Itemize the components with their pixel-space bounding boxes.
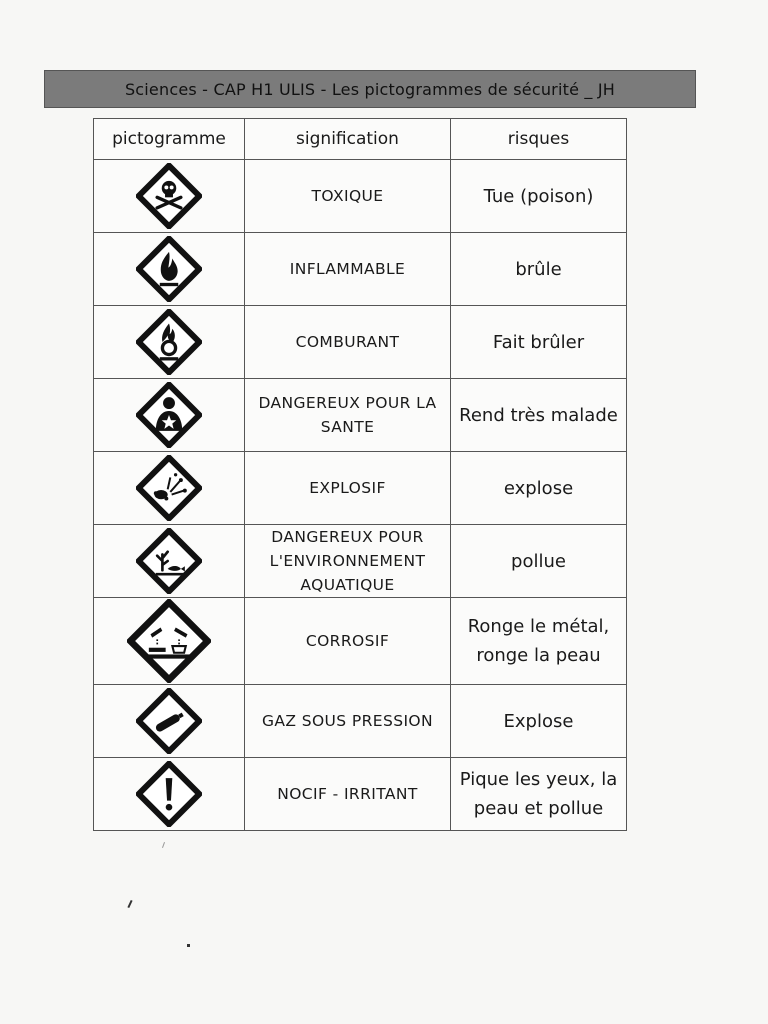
table-header-row — [94, 119, 627, 160]
table-row — [94, 758, 627, 831]
meaning-cell: EXPLOSIF — [245, 452, 451, 525]
table-row — [94, 306, 627, 379]
risk-cell: Pique les yeux, la peau et pollue — [451, 758, 627, 831]
pictogram-table — [93, 118, 627, 831]
table-row — [94, 685, 627, 758]
pictogram-cell — [94, 306, 245, 379]
scan-speck — [162, 842, 165, 848]
table-row — [94, 598, 627, 685]
meaning-cell: NOCIF - IRRITANT — [245, 758, 451, 831]
risk-cell: explose — [451, 452, 627, 525]
scan-speck — [127, 900, 132, 908]
column-header-risques: risques — [451, 119, 627, 160]
table-row — [94, 233, 627, 306]
meaning-cell: CORROSIF — [245, 598, 451, 685]
risk-cell: Tue (poison) — [451, 160, 627, 233]
exploding-bomb-icon — [136, 455, 202, 521]
exclamation-mark-icon — [136, 761, 202, 827]
meaning-cell: INFLAMMABLE — [245, 233, 451, 306]
risk-cell: Fait brûler — [451, 306, 627, 379]
risk-cell: brûle — [451, 233, 627, 306]
table-row — [94, 525, 627, 598]
pictogram-cell — [94, 379, 245, 452]
flame-over-circle-icon — [136, 309, 202, 375]
table-row — [94, 379, 627, 452]
environment-hazard-icon — [136, 528, 202, 594]
pictogram-cell — [94, 160, 245, 233]
risk-cell: Ronge le métal, ronge la peau — [451, 598, 627, 685]
meaning-cell: GAZ SOUS PRESSION — [245, 685, 451, 758]
table-row — [94, 160, 627, 233]
pictogram-cell — [94, 525, 245, 598]
meaning-cell: TOXIQUE — [245, 160, 451, 233]
skull-crossbones-icon — [136, 163, 202, 229]
meaning-cell: DANGEREUX POUR L'ENVIRONNEMENT AQUATIQUE — [245, 525, 451, 598]
corrosion-icon — [127, 599, 211, 683]
meaning-cell: DANGEREUX POUR LA SANTE — [245, 379, 451, 452]
risk-cell: pollue — [451, 525, 627, 598]
gas-cylinder-icon — [136, 688, 202, 754]
page-title — [44, 70, 696, 108]
pictogram-cell — [94, 758, 245, 831]
table-row — [94, 452, 627, 525]
column-header-signification: signification — [245, 119, 451, 160]
column-header-pictogramme: pictogramme — [94, 119, 245, 160]
flame-icon — [136, 236, 202, 302]
pictogram-cell — [94, 233, 245, 306]
pictogram-cell — [94, 452, 245, 525]
pictogram-cell — [94, 598, 245, 685]
risk-cell: Explose — [451, 685, 627, 758]
health-hazard-icon — [136, 382, 202, 448]
scan-speck — [187, 944, 190, 947]
page-title-text: Sciences - CAP H1 ULIS - Les pictogrammes de sécurité _ JH — [124, 79, 616, 99]
pictogram-cell — [94, 685, 245, 758]
meaning-cell: COMBURANT — [245, 306, 451, 379]
risk-cell: Rend très malade — [451, 379, 627, 452]
